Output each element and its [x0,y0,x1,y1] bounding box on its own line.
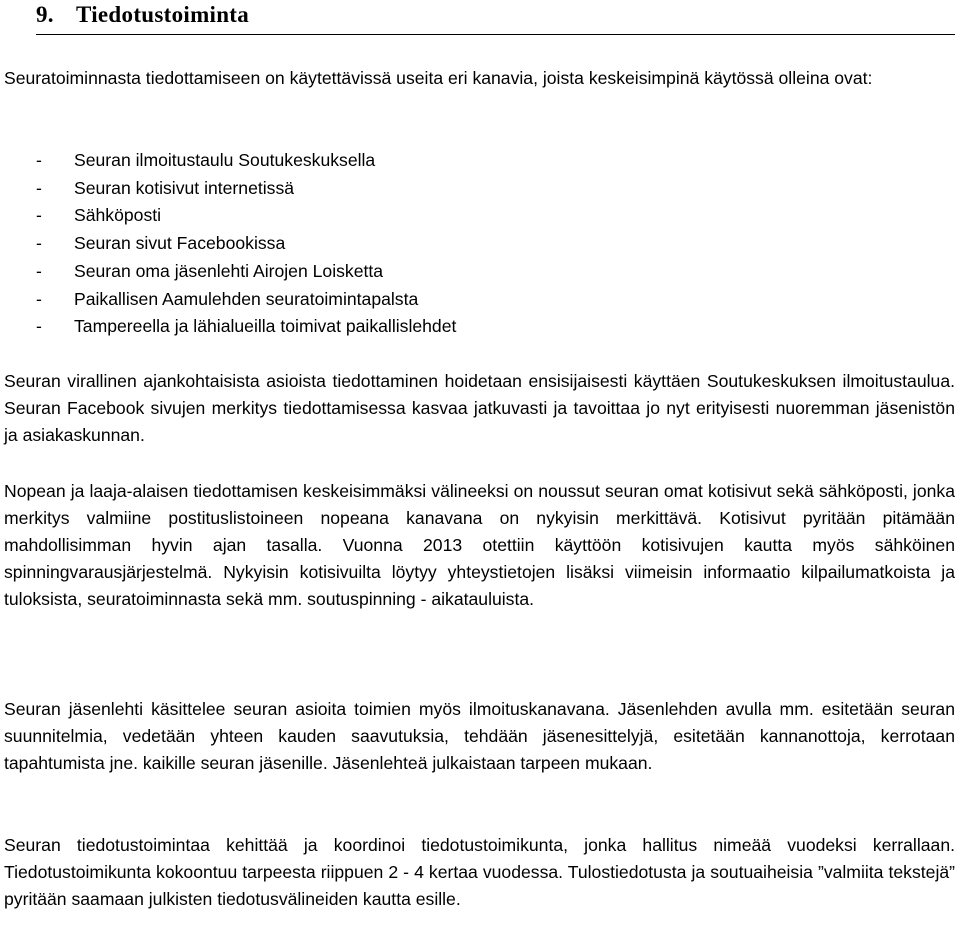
list-item [4,202,955,230]
paragraph-communications-committee: Seuran tiedotustoimintaa kehittää ja koordinoi tiedotustoimikunta, jonka hallitus nimeää vuodeksi kerrallaan. Tiedotustoimikunta kokoontuu tarpeesta riippuen 2 - 4 kertaa vuodessa. Tulostiedotusta ja soutuaiheisia ”valmiita tekstejä” pyritään saamaan julkisten tiedotusvälineiden kautta esille. [4,835,955,909]
list-item [4,230,955,258]
bullet-dash: - [36,177,42,198]
bullet-dash: - [36,205,42,226]
list-item-text: Seuran kotisivut internetissä [74,177,295,198]
section-heading [36,0,955,35]
intro-paragraph: Seuratoiminnasta tiedottamiseen on käytettävissä useita eri kanavia, joista keskeisimpinä käytössä olleina ovat: [4,68,873,88]
bullet-dash: - [36,288,42,309]
paragraph-official-notices: Seuran virallinen ajankohtaisista asioista tiedottaminen hoidetaan ensisijaisesti käyttäen Soutukeskuksen ilmoitustaulua. Seuran Facebook sivujen merkitys tiedottamisessa kasvaa jatkuvasti ja tavoittaa jo nyt erityisesti nuoremman jäsenistön ja asiakaskunnan. [4,371,955,445]
bullet-dash: - [36,233,42,254]
document-page [4,0,955,909]
list-item-text: Seuran ilmoitustaulu Soutukeskuksella [74,150,376,170]
list-item-text: Seuran sivut Facebookissa [74,233,286,254]
bullet-dash: - [36,316,42,337]
list-item [4,286,955,314]
channel-list [4,147,955,341]
list-item-text: Sähköposti [74,205,162,226]
list-item [4,147,955,175]
list-item [4,175,955,203]
section-number: 9. [36,2,54,27]
list-item-text: Tampereella ja lähialueilla toimivat paikallislehdet [74,316,457,337]
paragraph-member-magazine: Seuran jäsenlehti käsittelee seuran asioita toimien myös ilmoituskanavana. Jäsenlehden avulla mm. esitetään seuran suunnitelmia, vedetään yhteen kauden saavutuksia, tehdään jäsenesittelyjä, esitetään kannanottoja, kerrotaan tapahtumista jne. kaikille seuran jäsenille. Jäsenlehteä julkaistaan tarpeen mukaan. [4,699,955,773]
list-item-text: Seuran oma jäsenlehti Airojen Loisketta [74,260,384,281]
list-item-text: Paikallisen Aamulehden seuratoimintapalsta [74,288,419,309]
list-item [4,313,955,341]
paragraph-website-email: Nopean ja laaja-alaisen tiedottamisen keskeisimmäksi välineeksi on noussut seuran omat kotisivut sekä sähköposti, jonka merkitys valmiine postituslistoineen nopeana kanavana on nykyisin merkittävä. Kotisivut pyritään pitämään mahdollisimman hyvin ajan tasalla. Vuonna 2013 otettiin käyttöön kotisivujen kautta myös sähköinen spinningvarausjärjestelmä. Nykyisin kotisivuilta löytyy yhteystietojen lisäksi viimeisin informaatio kilpailumatkoista ja tuloksista, seuratoiminnasta sekä mm. soutuspinning - aikatauluista. [4,481,955,609]
bullet-dash: - [36,260,42,281]
list-item [4,258,955,286]
section-title: Tiedotustoiminta [76,2,250,27]
bullet-dash: - [36,150,42,170]
